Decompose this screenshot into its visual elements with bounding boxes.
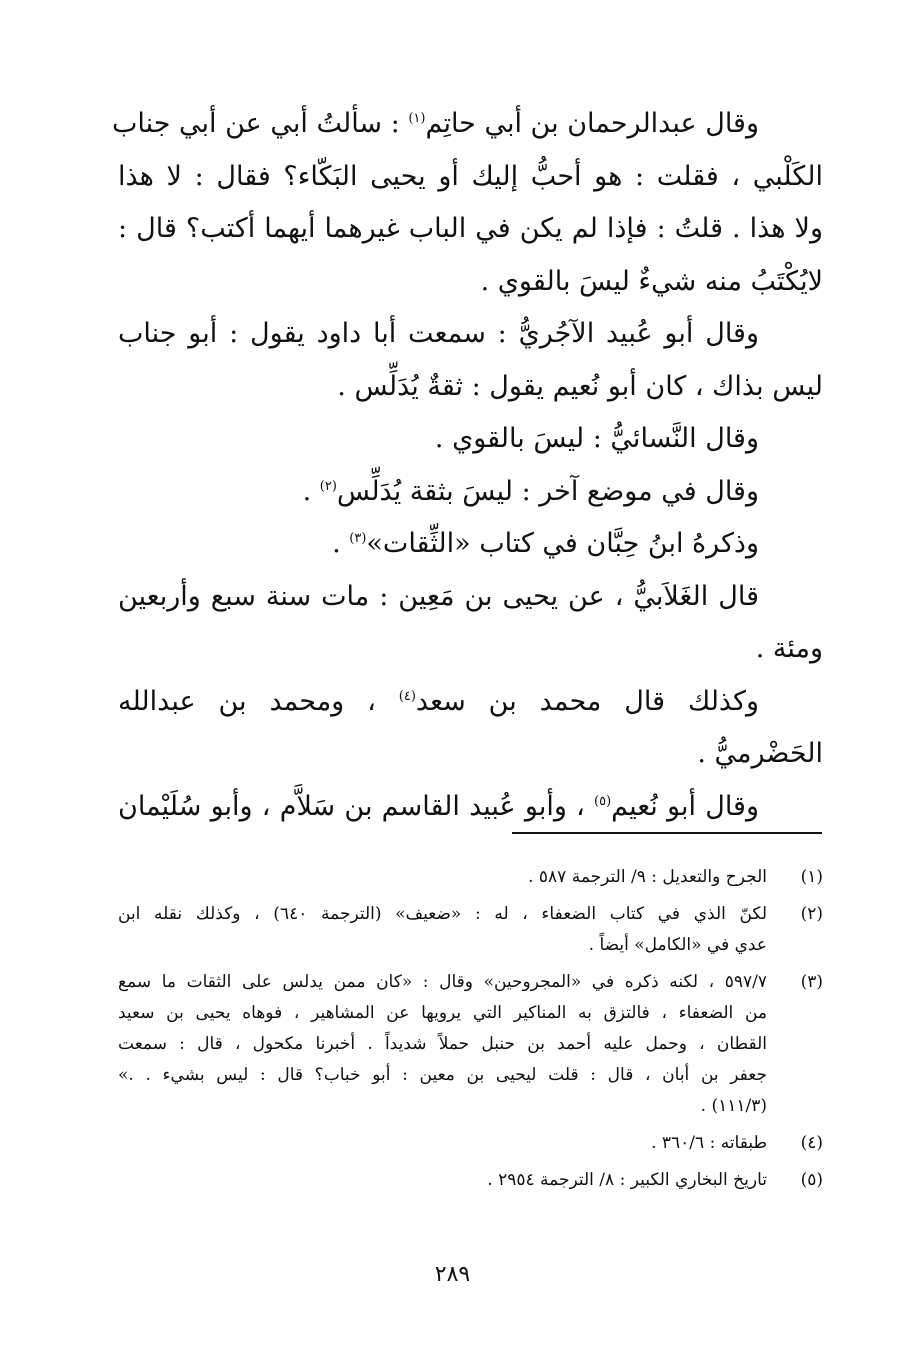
footnote-marker: (٢) (319, 478, 337, 494)
text-line (118, 466, 823, 519)
page-number: ٢٨٩ (434, 1262, 471, 1287)
footnote-line: ٥٩٧/٧ ، لكنه ذكره في «المجروحين» وقال : «كان ممن يدلس على الثقات ما سمع (118, 972, 768, 992)
text-line (118, 571, 823, 624)
text-line (111, 98, 823, 151)
footnote-number: (٤) (800, 1133, 823, 1153)
line-text-tail: : سألتُ أبي عن أبي جناب (111, 108, 409, 139)
line-text-tail: . (302, 475, 320, 507)
footnote-number: (١) (800, 867, 823, 887)
line-text: ليس بذاك ، كان أبو نُعيم يقول : ثقةٌ يُدَلِّس . (337, 370, 823, 402)
footnote-separator (512, 832, 822, 834)
line-text: الحَضْرميُّ . (697, 738, 823, 769)
text-line (118, 676, 823, 729)
text-line (118, 203, 823, 256)
footnote-marker: (٥) (594, 793, 612, 809)
footnote (118, 1128, 823, 1159)
text-line (118, 413, 823, 466)
footnote-line: طبقاته : ٣٦٠/٦ . (651, 1133, 767, 1153)
footnote-marker: (١) (408, 111, 426, 126)
footnote-line: (١١١/٣) . (700, 1096, 767, 1116)
text-line (118, 361, 823, 414)
footnote-line: من الضعفاء ، فالتزق به المناكير التي يرويها عن المشاهير ، فوهاه يحيى بن سعيد (118, 1003, 767, 1023)
footnote (118, 967, 823, 1122)
footnote-line: الجرح والتعديل : ٩/ الترجمة ٥٨٧ . (528, 867, 767, 887)
line-text: الكَلْبي ، فقلت : هو أحبُّ إليك أو يحيى البَكّاء؟ فقال : لا هذا (118, 160, 823, 192)
footnotes (118, 862, 823, 1202)
line-text: ومئة . (755, 633, 823, 664)
footnote (118, 1165, 823, 1196)
footnote (118, 899, 823, 961)
line-text: وقال أبو نُعيم (611, 790, 759, 822)
line-text: ولا هذا . قلتُ : فإذا لم يكن في الباب غيرهما أيهما أكتب؟ قال : (118, 213, 823, 244)
text-line (118, 728, 823, 781)
text-line (118, 151, 823, 204)
text-line (118, 518, 823, 571)
footnote-line: القطان ، وحمل عليه أحمد بن حنبل حملاً شديداً . أخبرنا مكحول ، قال : سمعت (118, 1034, 767, 1054)
footnote-marker: (٤) (398, 688, 416, 704)
line-text-tail: ، ومحمد بن عبدالله (118, 685, 399, 717)
line-text: قال الغَلاَبيُّ ، عن يحيى بن مَعِين : مات سنة سبع وأربعين (118, 580, 759, 612)
line-text-tail: ، وأبو عُبيد القاسم بن سَلاَّم ، وأبو سُلَيْمان (118, 790, 595, 822)
line-text: وذكرهُ ابنُ حِبَّان في كتاب «الثِّقات» (366, 528, 759, 559)
main-text (111, 98, 823, 833)
footnote-line: تاريخ البخاري الكبير : ٨/ الترجمة ٢٩٥٤ . (487, 1170, 767, 1190)
line-text: وكذلك قال محمد بن سعد (415, 685, 759, 717)
text-line (118, 256, 823, 309)
footnote-marker: (٣) (349, 531, 367, 546)
text-line (118, 308, 823, 361)
footnote-number: (٥) (800, 1170, 823, 1190)
text-line (118, 623, 823, 676)
footnote-line: لكنّ الذي في كتاب الضعفاء ، له : «ضعيف» (الترجمة ٦٤٠) ، وكذلك نقله ابن (118, 904, 768, 924)
line-text: وقال في موضع آخر : ليسَ بثقة يُدَلِّس (336, 475, 759, 507)
line-text: لايُكْتَبُ منه شيءٌ ليسَ بالقوي . (480, 265, 823, 297)
line-text: وقال عبدالرحمان بن أبي حاتِم (425, 108, 759, 139)
text-line (118, 781, 823, 834)
line-text: وقال النَّسائيُّ : ليسَ بالقوي . (434, 423, 759, 454)
footnote-line: عدي في «الكامل» أيضاً . (588, 935, 767, 955)
footnote-number: (٣) (800, 972, 823, 992)
line-text-tail: . (332, 528, 350, 559)
footnote-number: (٢) (800, 904, 823, 924)
footnote-line: جعفر بن أبان ، قال : قلت ليحيى بن معين : أبو خباب؟ قال : ليس بشيء . .» (118, 1065, 767, 1085)
footnote (118, 862, 823, 893)
line-text: وقال أبو عُبيد الآجُريُّ : سمعت أبا داود يقول : أبو جناب (118, 318, 759, 349)
